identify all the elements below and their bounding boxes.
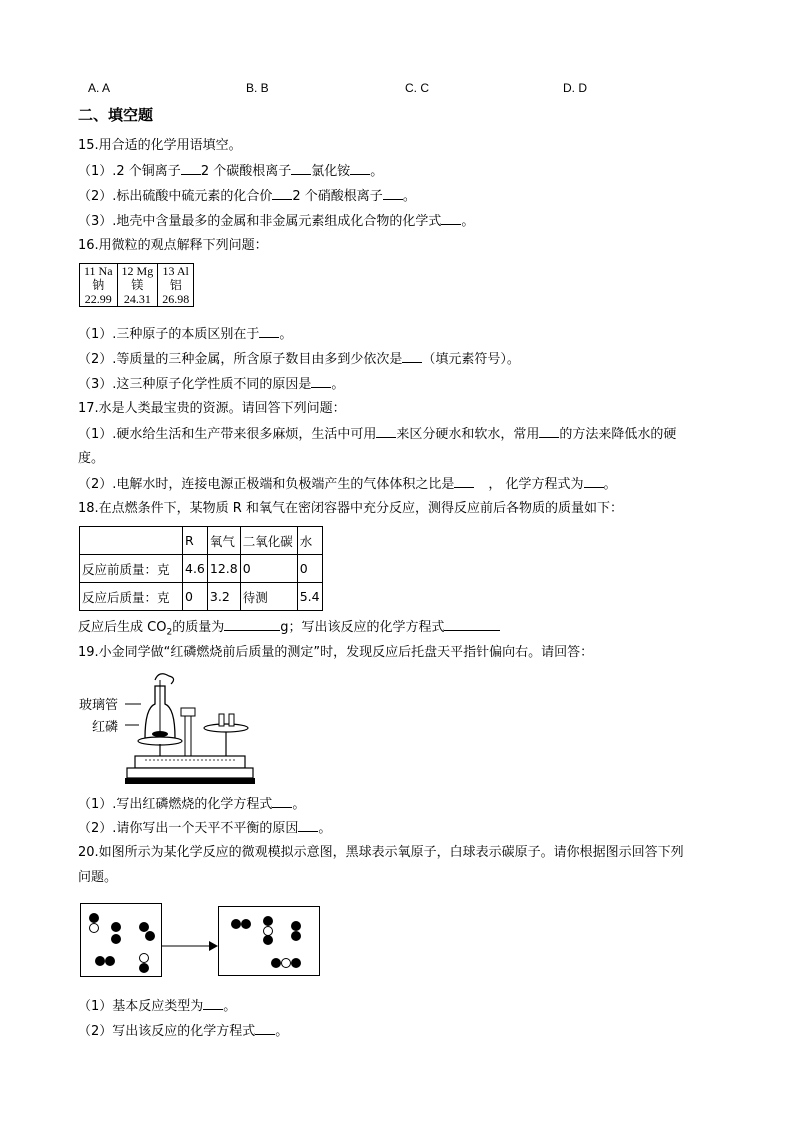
- left-pan-icon: [138, 737, 182, 745]
- q16-stem: 16.用微粒的观点解释下列问题：: [78, 238, 268, 253]
- label-glass-tube: 玻璃管: [79, 698, 119, 713]
- q15-part2: （2）.标出硫酸中硫元素的化合价 2 个硝酸根离子 。: [78, 189, 416, 204]
- option-b: B. B: [246, 81, 269, 95]
- element-table: [79, 263, 194, 307]
- balance-head-icon: [181, 708, 195, 716]
- table-row: 反应后质量：克 0 3.2 待测 5.4: [80, 583, 323, 611]
- element-mg: 12 Mg 镁 24.31: [117, 264, 158, 307]
- oxygen-atom: [95, 956, 105, 966]
- q19-stem: 19.小金同学做“红磷燃烧前后质量的测定”时，发现反应后托盘天平指针偏向右。请回答：: [78, 645, 594, 660]
- option-a: A. A: [88, 81, 111, 95]
- q18-tail: 反应后生成 $CO_2$的质量为 g；写出该反应的化学方程式: [78, 618, 500, 642]
- mass-table: [79, 526, 323, 611]
- q15-part1: （1）.2 个铜离子 2 个碳酸根离子 氯化铵 。: [78, 164, 384, 179]
- element-na: 11 Na 钠 22.99: [80, 264, 118, 307]
- balance-base-icon: [127, 768, 253, 778]
- q17-stem: 17.水是人类最宝贵的资源。请回答下列问题：: [78, 401, 346, 416]
- balance-foot-icon: [125, 778, 255, 784]
- q20-part1: （1）基本反应类型为 。: [78, 999, 237, 1014]
- q19-part1: （1）.写出红磷燃烧的化学方程式 。: [78, 797, 306, 812]
- label-red-phosphorus: 红磷: [92, 720, 119, 735]
- q16-part1: （1）.三种原子的本质区别在于 。: [78, 327, 293, 342]
- q15-part3: （3）.地壳中含量最多的金属和非金属元素组成化合物的化学式 。: [78, 214, 475, 229]
- carbon-atom: [89, 923, 99, 933]
- q18-stem: 18.在点燃条件下，某物质 R 和氧气在密闭容器中充分反应，测得反应前后各物质的质量如下：: [78, 501, 623, 516]
- oxygen-atom: [231, 919, 241, 929]
- balloon-icon: [155, 674, 174, 684]
- oxygen-atom: [241, 919, 251, 929]
- option-c: C. C: [405, 81, 429, 95]
- q20-stem: 20.如图所示为某化学反应的微观模拟示意图，黑球表示氧原子，白球表示碳原子。请你根据图示回答下列: [78, 845, 684, 860]
- oxygen-atom: [139, 963, 149, 973]
- table-row: 反应前质量：克 4.6 12.8 0 0: [80, 555, 323, 583]
- element-al: 13 Al 铝 26.98: [158, 264, 194, 307]
- oxygen-atom: [263, 916, 273, 926]
- right-pan-icon: [204, 724, 248, 732]
- balance-beam-icon: [135, 756, 245, 768]
- oxygen-atom: [145, 931, 155, 941]
- q17-part1-cont: 度。: [78, 451, 105, 466]
- red-phosphorus-icon: [152, 731, 168, 737]
- reaction-arrow-icon: [161, 940, 219, 952]
- carbon-atom: [139, 953, 149, 963]
- q15-stem: 15.用合适的化学用语填空。: [78, 138, 242, 153]
- products-box: [218, 906, 320, 976]
- weight-icon: [229, 714, 234, 726]
- section-title: 二、填空题: [78, 106, 154, 124]
- balance-apparatus-figure: [125, 668, 255, 786]
- weight-icon: [219, 714, 224, 726]
- q17-part1: （1）.硬水给生活和生产带来很多麻烦，生活中可用 来区分硬水和软水，常用 的方法来降低水的硬: [78, 427, 677, 442]
- q20-stem-cont: 问题。: [78, 870, 118, 885]
- oxygen-atom: [291, 931, 301, 941]
- oxygen-atom: [105, 956, 115, 966]
- carbon-atom: [281, 958, 291, 968]
- oxygen-atom: [89, 913, 99, 923]
- q16-part2: （2）.等质量的三种金属，所含原子数目由多到少依次是 （填元素符号）。: [78, 352, 520, 367]
- oxygen-atom: [111, 922, 121, 932]
- option-d: D. D: [563, 81, 587, 95]
- oxygen-atom: [263, 935, 273, 945]
- q19-part2: （2）.请你写出一个天平不平衡的原因 。: [78, 821, 332, 836]
- oxygen-atom: [111, 934, 121, 944]
- reactants-box: [80, 903, 162, 977]
- balance-pillar-icon: [185, 716, 191, 756]
- q16-part3: （3）.这三种原子化学性质不同的原因是 。: [78, 377, 345, 392]
- q20-part2: （2）写出该反应的化学方程式 。: [78, 1024, 289, 1039]
- q17-part2: （2）.电解水时，连接电源正极端和负极端产生的气体体积之比是 ， 化学方程式为 。: [78, 477, 617, 492]
- table-header-row: R 氧气 二氧化碳 水: [80, 527, 323, 555]
- oxygen-atom: [271, 958, 281, 968]
- oxygen-atom: [291, 958, 301, 968]
- oxygen-atom: [291, 921, 301, 931]
